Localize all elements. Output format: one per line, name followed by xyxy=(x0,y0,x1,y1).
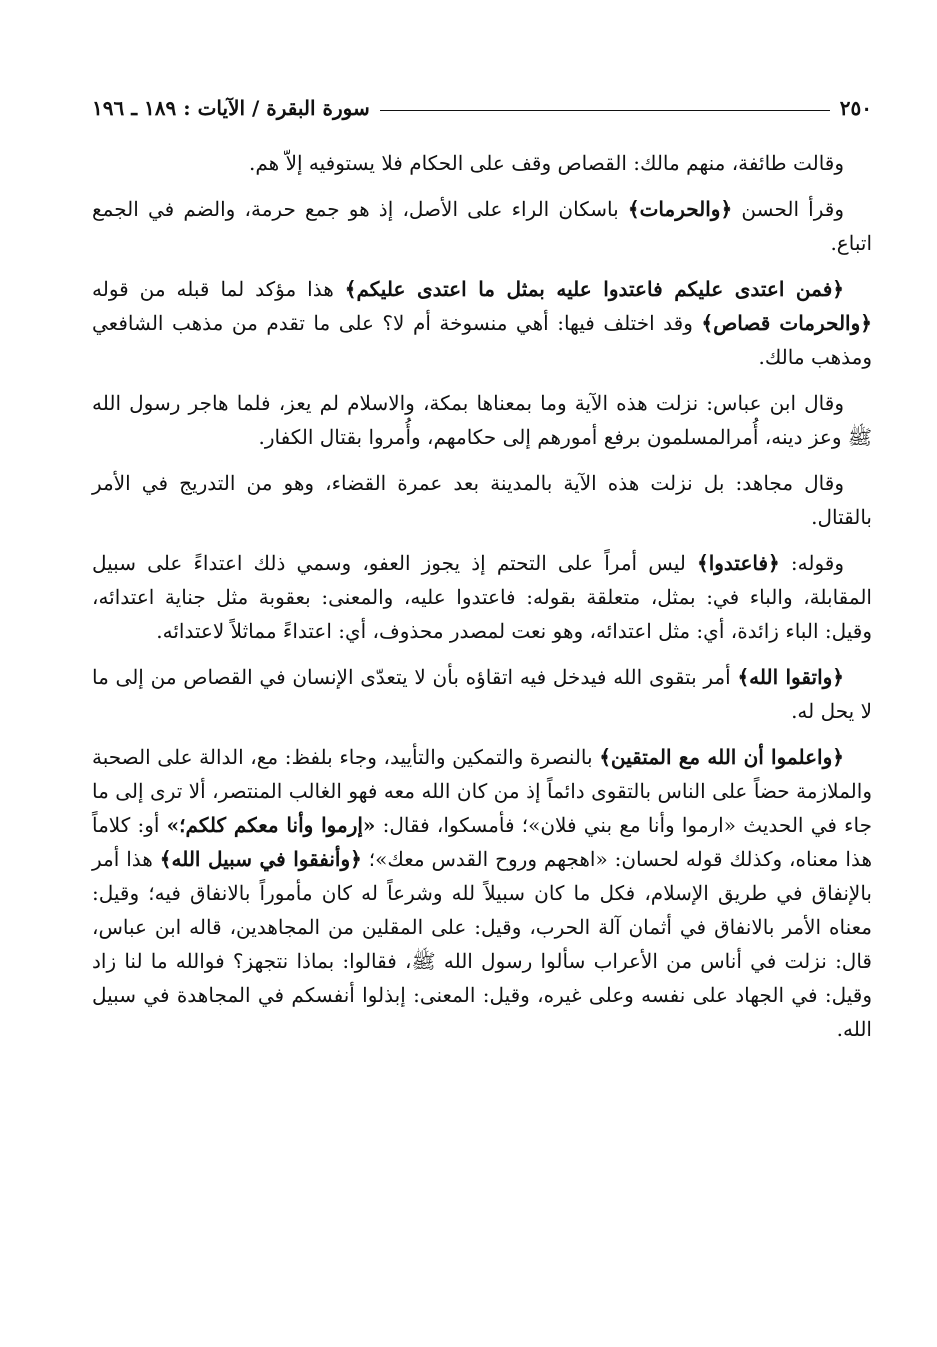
paragraph xyxy=(92,272,872,374)
quoted-verse: ﴿وأنفقوا في سبيل الله﴾ xyxy=(159,847,362,871)
paragraph xyxy=(92,740,872,1046)
paragraph xyxy=(92,146,872,180)
paragraph xyxy=(92,660,872,728)
quoted-verse: ﴿فمن اعتدى عليكم فاعتدوا عليه بمثل ما اعتدى عليكم﴾ xyxy=(344,277,845,301)
paragraph-text: هذا أمر بالإنفاق في طريق الإسلام، فكل ما كان سبيلاً لله وشرعاً له كان مأموراً بالانفاق فيه؛ وقيل: معناه الأمر بالانفاق في أثمان آلة الحرب، وقيل: على المقلين من المجاهدين، قاله ابن عباس، قال: نزلت في أناس من الأعراب سألوا رسول الله ﷺ، فقالوا: بماذا نتجهز؟ فوالله ما لنا زاد وقيل: في الجهاد على نفسه وعلى غيره، وقيل: المعنى: إبذلوا أنفسكم في المجاهدة في سبيل الله. xyxy=(92,847,872,1041)
running-title: سورة البقرة / الآيات : ١٨٩ ـ ١٩٦ xyxy=(92,96,370,120)
quoted-verse: ﴿واعلموا أن الله مع المتقين﴾ xyxy=(599,745,844,769)
page-number: ٢٥٠ xyxy=(839,96,872,120)
quoted-verse: «إرموا وأنا معكم كلكم؛» xyxy=(166,813,376,837)
paragraph-text: باسكان الراء على الأصل، إذ هو جمع حرمة، والضم في الجمع اتباع. xyxy=(92,197,872,255)
paragraph xyxy=(92,546,872,648)
paragraph-text: بالنصرة والتمكين والتأييد، وجاء بلفظ: مع، الدالة على الصحبة والملازمة حضاً على الناس بالتقوى دائماً إذ من كان الله معه فهو الغالب المنتصر، ألا ترى إلى ما جاء في الحديث «ارموا وأنا مع بني فلان»؛ فأمسكوا، فقال: xyxy=(92,745,873,837)
paragraph-text: هذا مؤكد لما قبله من قوله xyxy=(92,277,345,301)
quoted-verse: ﴿والحرمات قصاص﴾ xyxy=(701,311,872,335)
book-page xyxy=(92,86,872,1058)
page-header xyxy=(92,86,872,120)
paragraph-text: وقرأ الحسن xyxy=(732,197,844,221)
paragraph xyxy=(92,192,872,260)
paragraph-text: وقال ابن عباس: نزلت هذه الآية وما بمعناها بمكة، والاسلام لم يعز، فلما هاجر رسول الله ﷺ وعز دينه، أُمرالمسلمون برفع أمورهم إلى حكامهم، وأُمروا بقتال الكفار. xyxy=(92,391,872,449)
paragraph-text: ليس أمراً على التحتم إذ يجوز العفو، وسمي ذلك اعتداءً على سبيل المقابلة، والباء في: بمثل، متعلقة بقوله: فاعتدوا عليه، والمعنى: بعقوبة مثل جناية اعتدائه، وقيل: الباء زائدة، أي: مثل اعتدائه، وهو نعت لمصدر محذوف، أي: اعتداءً مماثلاً لاعتدائه. xyxy=(92,551,872,643)
paragraph-text: وقوله: xyxy=(779,551,844,575)
paragraph-text: وقال مجاهد: بل نزلت هذه الآية بالمدينة بعد عمرة القضاء، وهو من التدريج في الأمر بالقتال. xyxy=(92,471,872,529)
paragraph-text: أو: كلاماً هذا معناه، وكذلك قوله لحسان: «اهجهم وروح القدس معك»؛ xyxy=(92,813,872,871)
quoted-verse: ﴿والحرمات﴾ xyxy=(627,197,733,221)
paragraph-text: وقد اختلف فيها: أهي منسوخة أم لا؟ على ما تقدم من مذهب الشافعي ومذهب مالك. xyxy=(92,311,872,369)
paragraph xyxy=(92,386,872,454)
page-body xyxy=(92,146,872,1046)
header-rule xyxy=(380,110,830,111)
paragraph xyxy=(92,466,872,534)
paragraph-text: أمر بتقوى الله فيدخل فيه اتقاؤه بأن لا يتعدّى الإنسان في القصاص من إلى ما لا يحل له. xyxy=(92,665,872,723)
quoted-verse: ﴿فاعتدوا﴾ xyxy=(696,551,780,575)
paragraph-text: وقالت طائفة، منهم مالك: القصاص وقف على الحكام فلا يستوفيه إلاّ هم. xyxy=(249,151,844,175)
quoted-verse: ﴿واتقوا الله﴾ xyxy=(737,665,844,689)
